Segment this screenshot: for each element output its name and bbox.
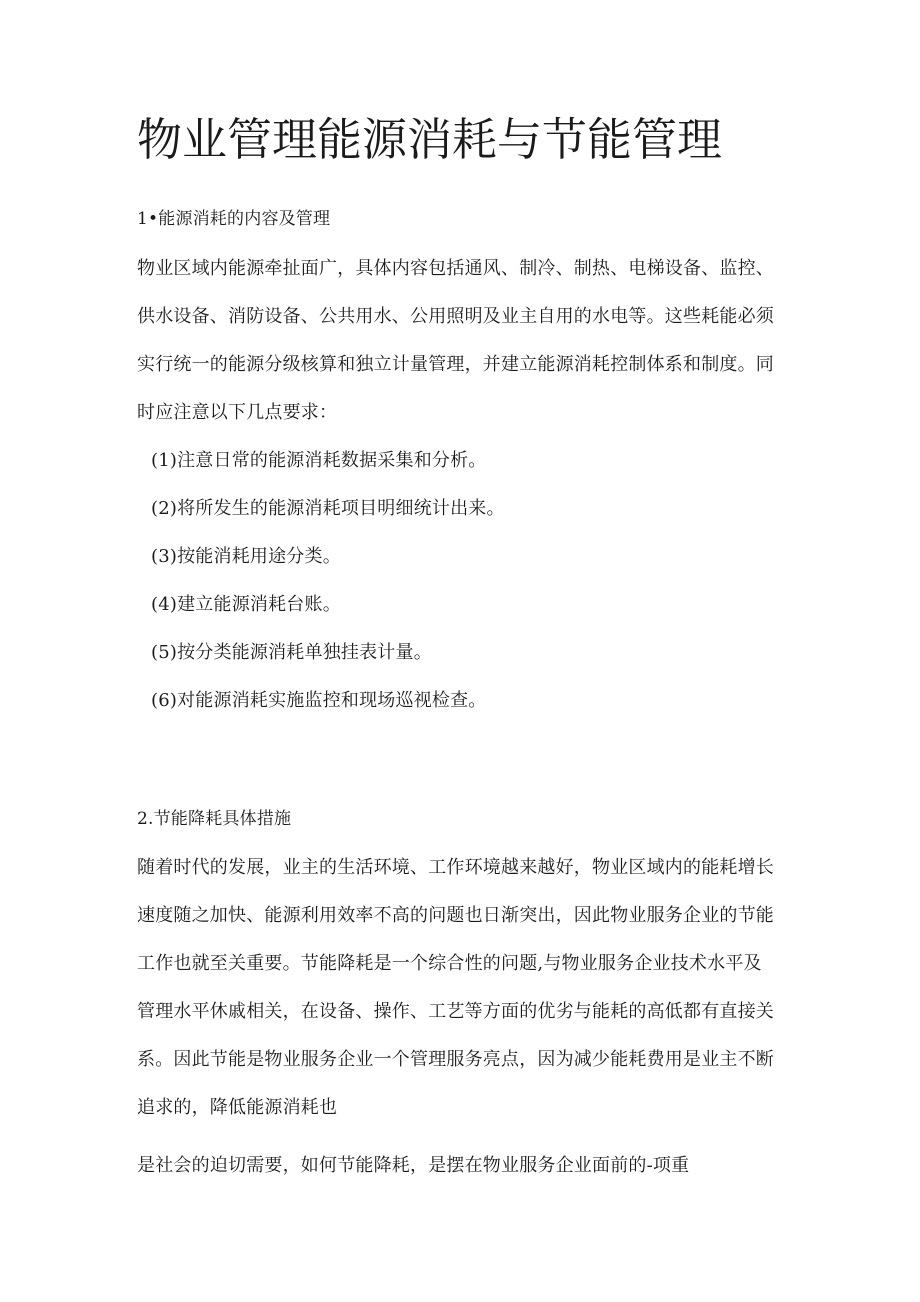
section-2-paragraph-line: 速度随之加快、能源利用效率不高的问题也日渐突出，因此物业服务企业的节能 <box>137 905 774 926</box>
requirement-item: (2)将所发生的能源消耗项目明细统计出来。 <box>151 498 505 519</box>
section-1-paragraph-line: 实行统一的能源分级核算和独立计量管理，并建立能源消耗控制体系和制度。同 <box>137 354 774 375</box>
section-1-heading: 1•能源消耗的内容及管理 <box>137 209 331 229</box>
requirement-item: (4)建立能源消耗台账。 <box>151 594 341 615</box>
section-2-paragraph-line: 工作也就至关重要。节能降耗是一个综合性的问题,与物业服务企业技术水平及 <box>137 953 762 974</box>
section-1-paragraph-line: 时应注意以下几点要求： <box>137 402 338 423</box>
section-2-paragraph-line: 随着时代的发展，业主的生活环境、工作环境越来越好，物业区域内的能耗增长 <box>137 857 774 878</box>
document-title: 物业管理能源消耗与节能管理 <box>137 113 723 166</box>
section-2-paragraph-line: 追求的，降低能源消耗也 <box>137 1097 338 1118</box>
section-1-paragraph-line: 供水设备、消防设备、公共用水、公用照明及业主自用的水电等。这些耗能必须 <box>137 306 774 327</box>
section-2-continuation-line: 是社会的迫切需要，如何节能降耗，是摆在物业服务企业面前的-项重 <box>137 1155 690 1176</box>
requirement-item: (5)按分类能源消耗单独挂表计量。 <box>151 642 432 663</box>
requirement-item: (1)注意日常的能源消耗数据采集和分析。 <box>151 450 487 471</box>
section-2-heading: 2.节能降耗具体措施 <box>137 809 292 829</box>
requirement-item: (3)按能消耗用途分类。 <box>151 546 341 567</box>
section-2-paragraph-line: 管理水平休戚相关，在设备、操作、工艺等方面的优劣与能耗的高低都有直接关 <box>137 1001 774 1022</box>
section-2-paragraph-line: 系。因此节能是物业服务企业一个管理服务亮点，因为减少能耗费用是业主不断 <box>137 1049 774 1070</box>
section-1-paragraph-line: 物业区域内能源牵扯面广，具体内容包括通风、制冷、制热、电梯设备、监控、 <box>137 258 774 279</box>
requirement-item: (6)对能源消耗实施监控和现场巡视检查。 <box>151 690 487 711</box>
